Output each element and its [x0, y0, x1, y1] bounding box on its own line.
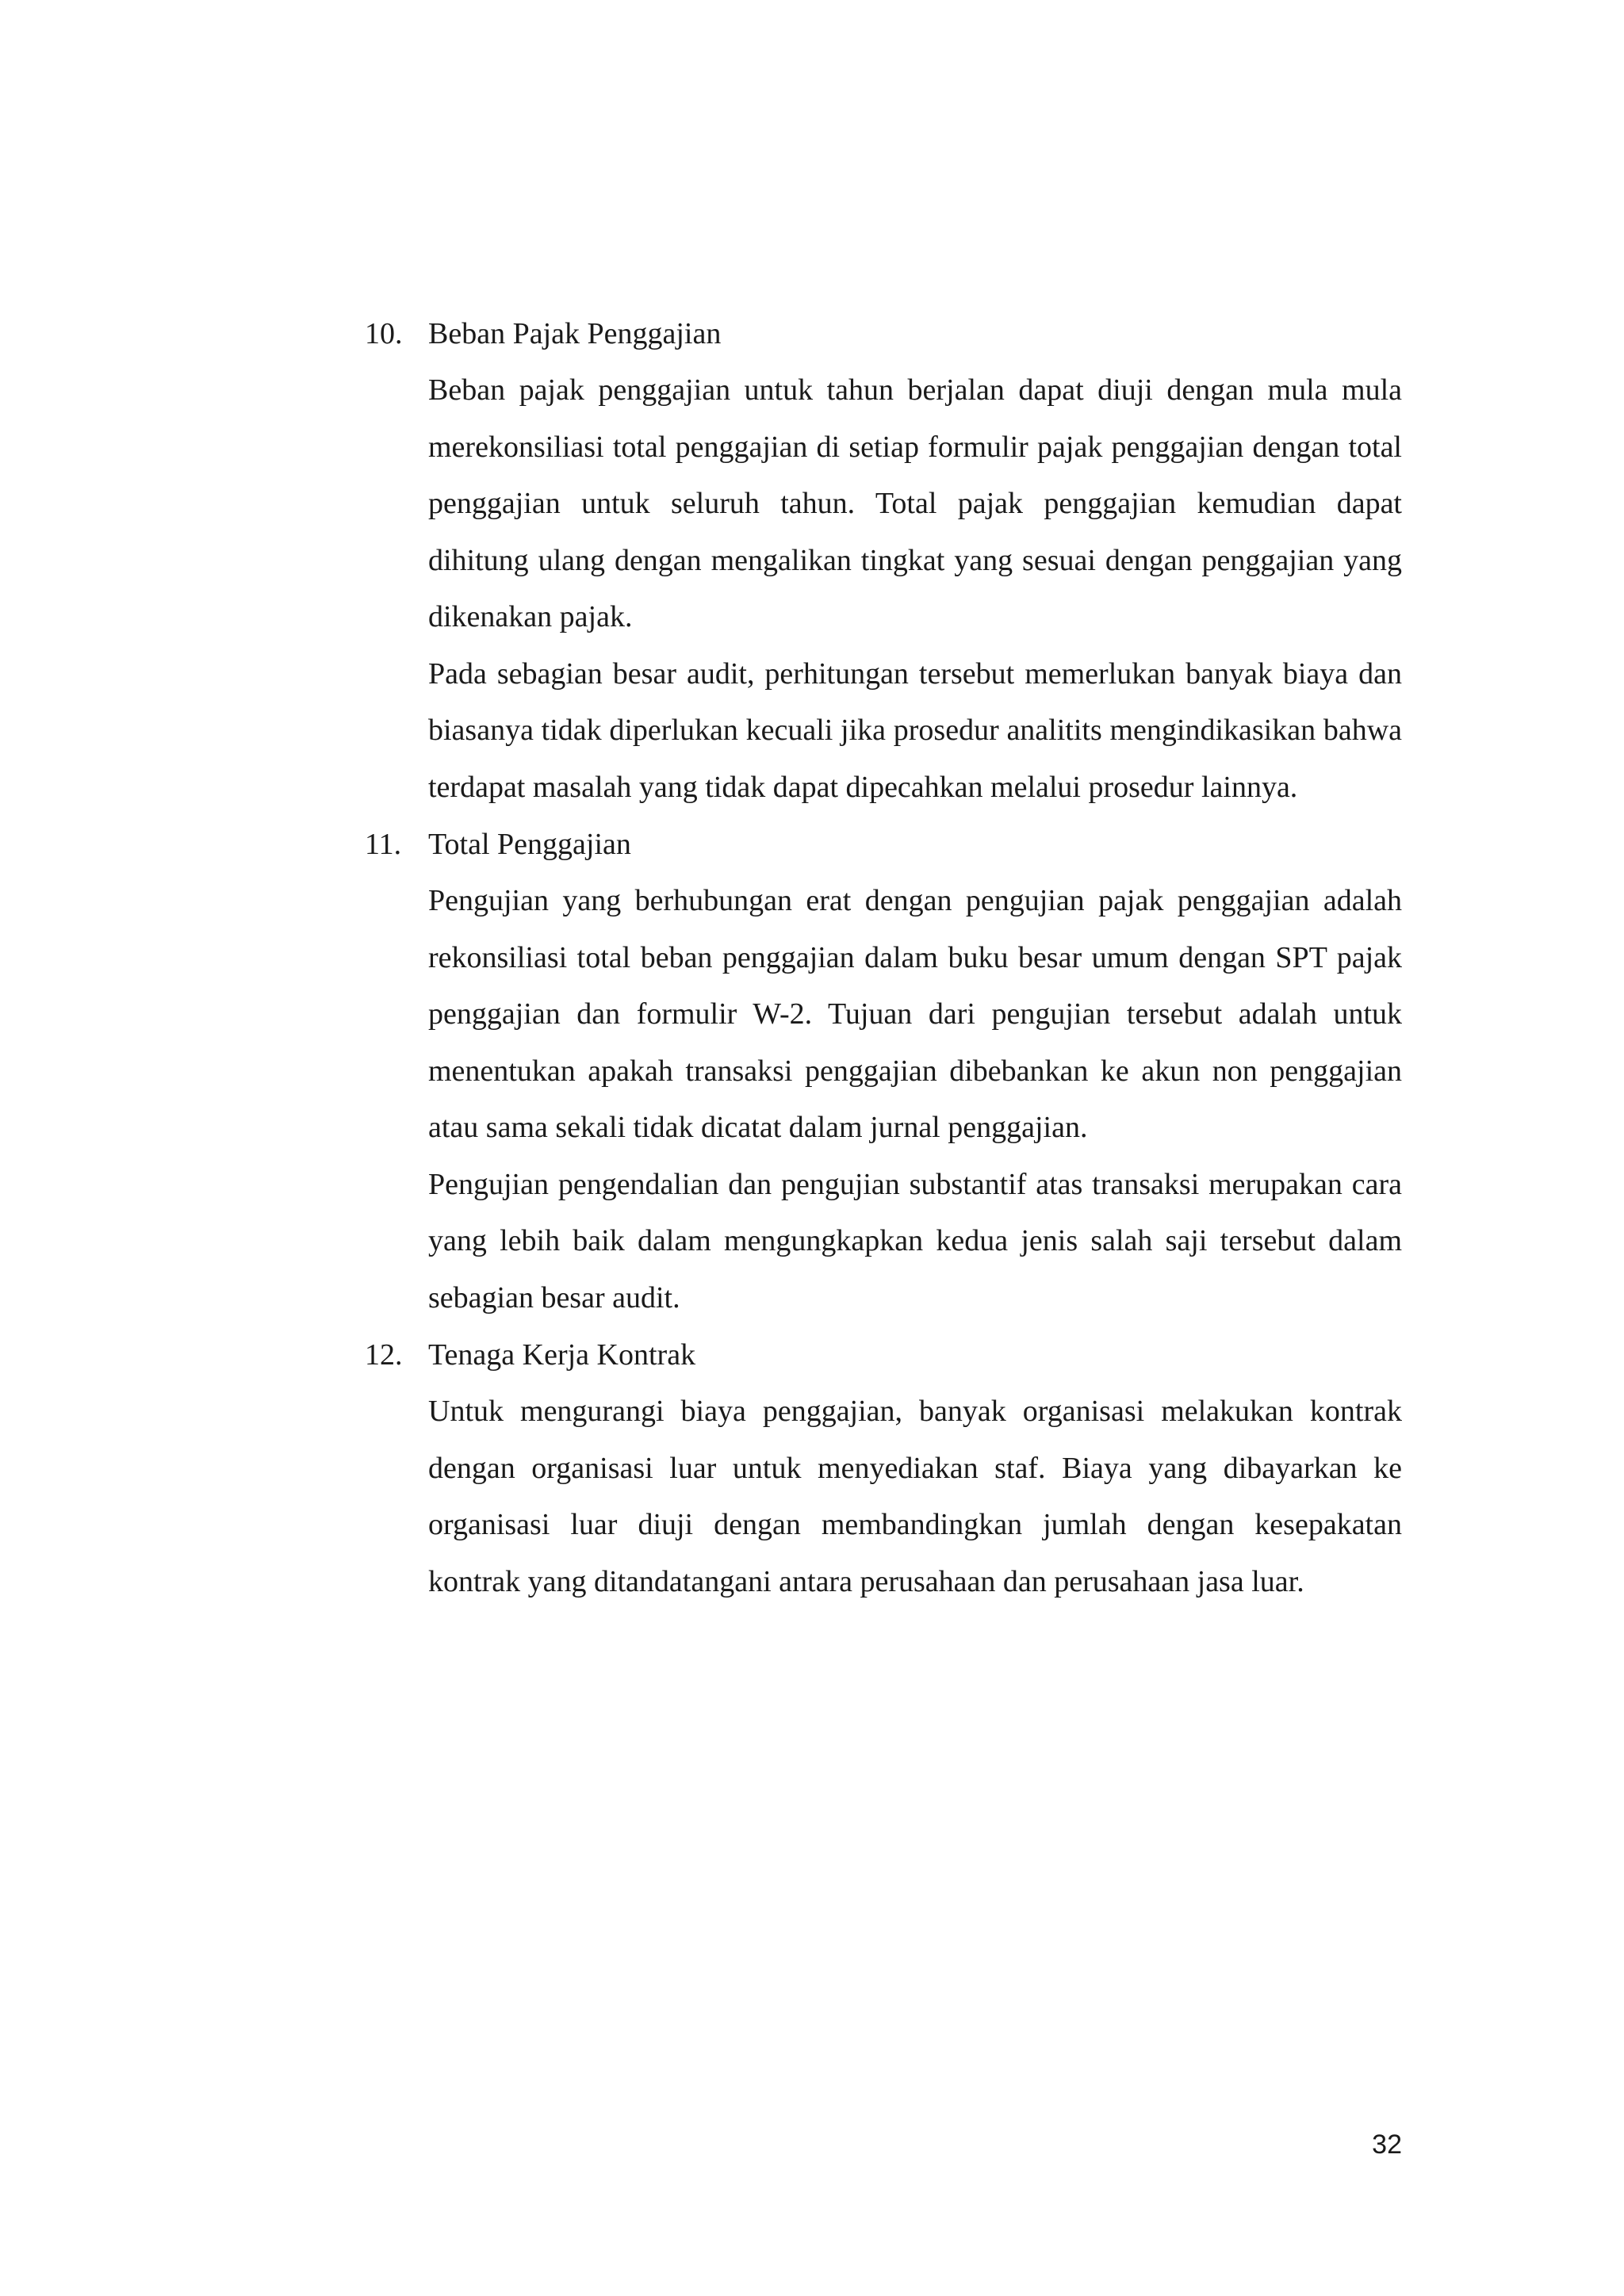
- section-title: Tenaga Kerja Kontrak: [428, 1338, 696, 1372]
- section-title: Beban Pajak Penggajian: [428, 317, 722, 350]
- section-heading: [365, 816, 1402, 873]
- section-heading: [365, 305, 1402, 362]
- page-body: [365, 305, 1402, 1610]
- page-number: 32: [1372, 2130, 1402, 2160]
- section-number: 10.: [365, 317, 403, 350]
- section-beban-pajak-penggajian: [365, 305, 1402, 816]
- body-paragraph: Pengujian yang berhubungan erat dengan pengujian pajak penggajian adalah rekonsiliasi total beban penggajian dalam buku besar umum dengan SPT pajak penggajian dan formulir W-2. Tujuan dari pengujian tersebut adalah untuk menentukan apakah transaksi penggajian dibebankan ke akun non penggajian atau sama sekali tidak dicatat dalam jurnal penggajian.: [428, 884, 1402, 1144]
- section-total-penggajian: [365, 816, 1402, 1326]
- body-paragraph: Pada sebagian besar audit, perhitungan tersebut memerlukan banyak biaya dan biasanya tidak diperlukan kecuali jika prosedur analitits mengindikasikan bahwa terdapat masalah yang tidak dapat dipecahkan melalui prosedur lainnya.: [428, 656, 1402, 804]
- section-number: 11.: [365, 828, 402, 861]
- section-number: 12.: [365, 1338, 403, 1372]
- body-paragraph: Beban pajak penggajian untuk tahun berjalan dapat diuji dengan mula mula merekonsiliasi total penggajian di setiap formulir pajak penggajian dengan total penggajian untuk seluruh tahun. Total pajak penggajian kemudian dapat dihitung ulang dengan mengalikan tingkat yang sesuai dengan penggajian yang dikenakan pajak.: [428, 373, 1402, 633]
- body-paragraph: Untuk mengurangi biaya penggajian, banyak organisasi melakukan kontrak dengan organisasi luar untuk menyediakan staf. Biaya yang dibayarkan ke organisasi luar diuji dengan membandingkan jumlah dengan kesepakatan kontrak yang ditandatangani antara perusahaan dan perusahaan jasa luar.: [428, 1395, 1402, 1598]
- section-title: Total Penggajian: [428, 828, 631, 861]
- body-paragraph: Pengujian pengendalian dan pengujian substantif atas transaksi merupakan cara yang lebih baik dalam mengungkapkan kedua jenis salah saji tersebut dalam sebagian besar audit.: [428, 1167, 1402, 1314]
- section-tenaga-kerja-kontrak: [365, 1326, 1402, 1610]
- section-heading: [365, 1326, 1402, 1383]
